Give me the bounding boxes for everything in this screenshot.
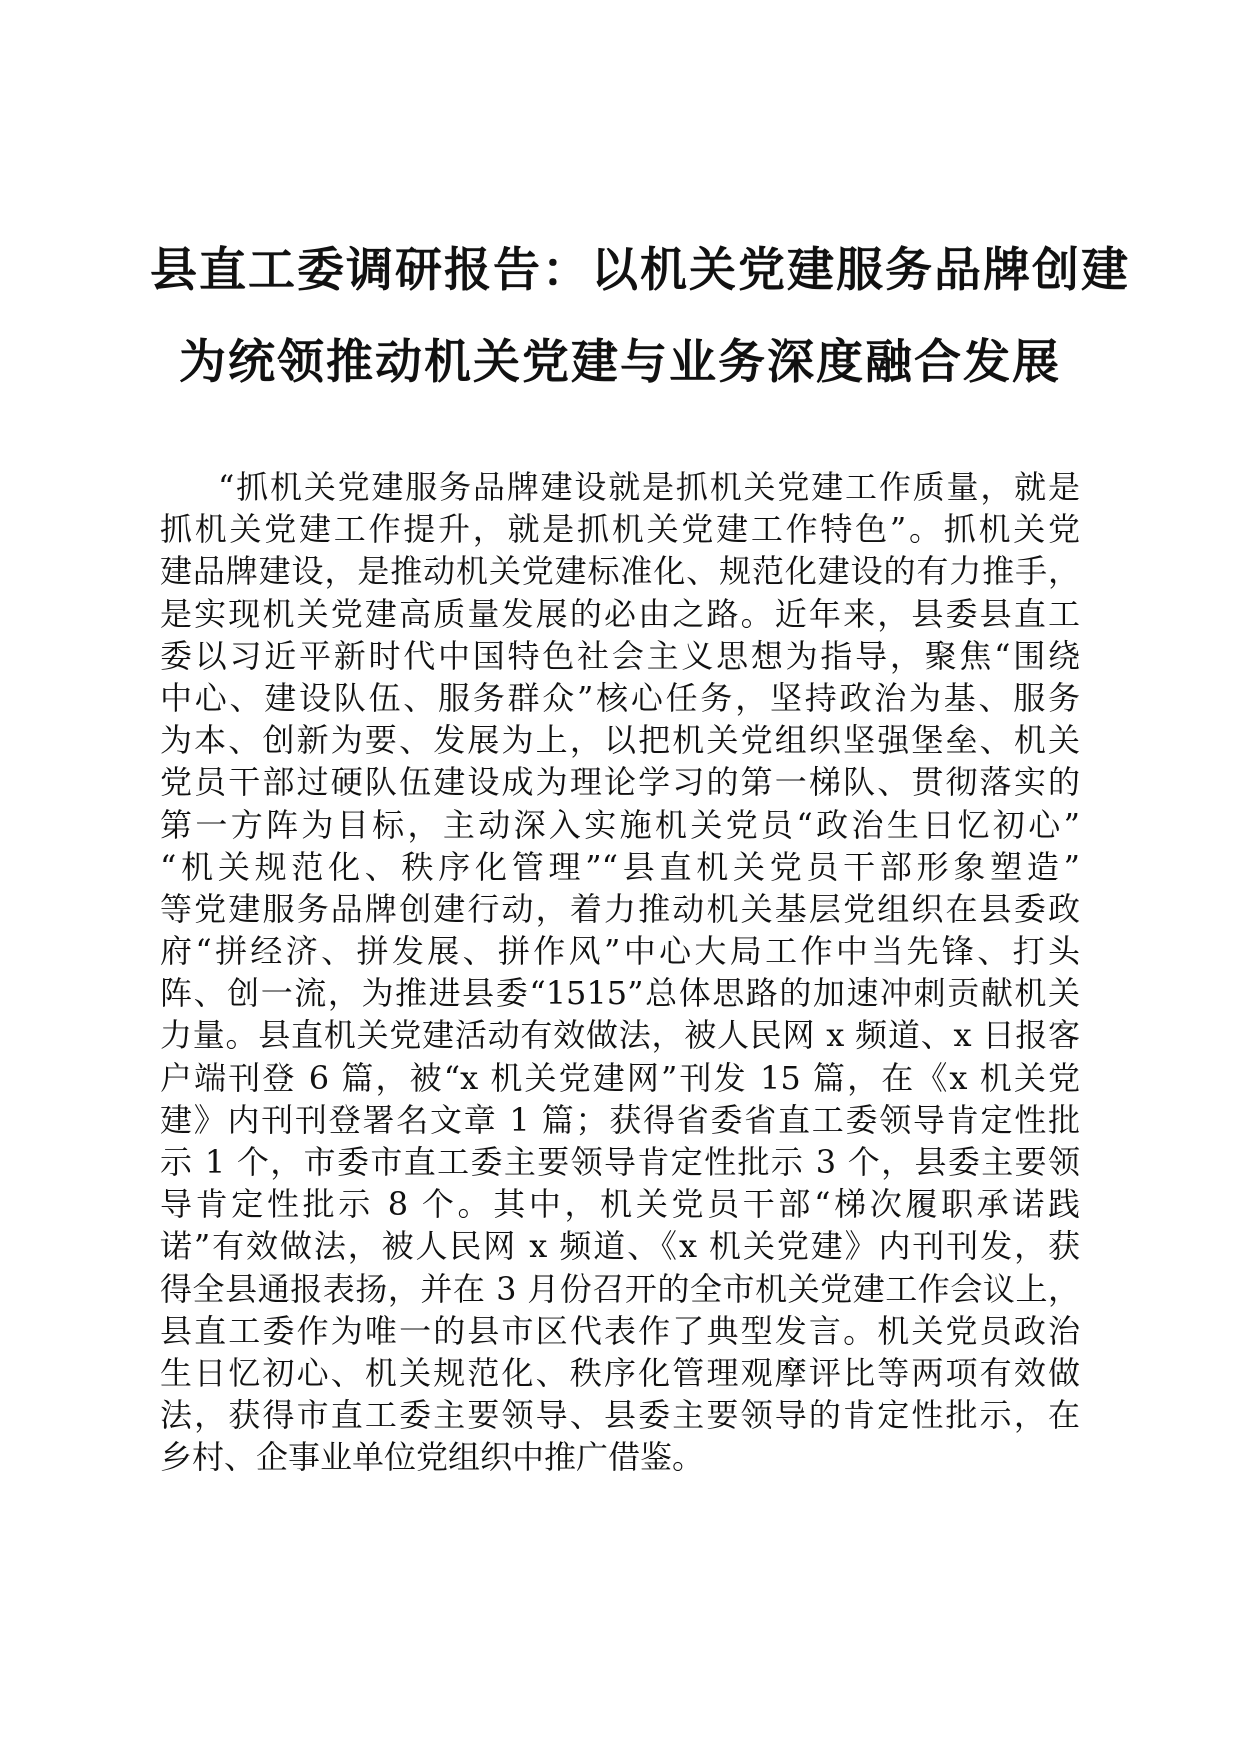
paragraph-line: 抓机关党建工作提升，就是抓机关党建工作特色”。抓机关党 bbox=[160, 510, 1080, 549]
paragraph-line: 阵、创一流，为推进县委“1515”总体思路的加速冲刺贡献机关 bbox=[160, 974, 1080, 1013]
paragraph-line: 中心、建设队伍、服务群众”核心任务，坚持政治为基、服务 bbox=[160, 678, 1080, 717]
title-line-2: 为统领推动机关党建与业务深度融合发展 bbox=[179, 335, 1061, 390]
paragraph-line: 是实现机关党建高质量发展的必由之路。近年来，县委县直工 bbox=[160, 594, 1080, 633]
paragraph-line: 党员干部过硬队伍建设成为理论学习的第一梯队、贯彻落实的 bbox=[160, 763, 1080, 802]
title-line-1: 县直工委调研报告：以机关党建服务品牌创建 bbox=[150, 243, 1130, 298]
paragraph-line: 县直工委作为唯一的县市区代表作了典型发言。机关党员政治 bbox=[160, 1311, 1080, 1350]
paragraph-line: 户端刊登 6 篇，被“x 机关党建网”刊发 15 篇，在《x 机关党 bbox=[160, 1058, 1080, 1097]
paragraph-line: 生日忆初心、机关规范化、秩序化管理观摩评比等两项有效做 bbox=[160, 1353, 1080, 1392]
paragraph-line: 等党建服务品牌创建行动，着力推动机关基层党组织在县委政 bbox=[160, 889, 1080, 928]
paragraph-line: 力量。县直机关党建活动有效做法，被人民网 x 频道、x 日报客 bbox=[160, 1016, 1080, 1055]
body-paragraph bbox=[160, 466, 1080, 1479]
paragraph-line: 示 1 个，市委市直工委主要领导肯定性批示 3 个，县委主要领 bbox=[160, 1143, 1080, 1181]
paragraph-line: 得全县通报表扬，并在 3 月份召开的全市机关党建工作会议上， bbox=[160, 1269, 1080, 1308]
paragraph-line: 法，获得市直工委主要领导、县委主要领导的肯定性批示，在 bbox=[160, 1396, 1080, 1435]
document-title bbox=[150, 225, 1130, 409]
paragraph-line: 第一方阵为目标，主动深入实施机关党员“政治生日忆初心” bbox=[160, 805, 1080, 844]
paragraph-line: 建》内刊刊登署名文章 1 篇；获得省委省直工委领导肯定性批 bbox=[160, 1100, 1080, 1139]
paragraph-line: 导肯定性批示 8 个。其中，机关党员干部“梯次履职承诺践 bbox=[160, 1185, 1080, 1224]
paragraph-line: 委以习近平新时代中国特色社会主义思想为指导，聚焦“围绕 bbox=[160, 636, 1080, 675]
paragraph-line: 府“拼经济、拼发展、拼作风”中心大局工作中当先锋、打头 bbox=[160, 932, 1080, 971]
paragraph-line: “机关规范化、秩序化管理”“县直机关党员干部形象塑造” bbox=[160, 847, 1080, 886]
paragraph-line: “抓机关党建服务品牌建设就是抓机关党建工作质量，就是 bbox=[218, 468, 1080, 506]
paragraph-line: 乡村、企事业单位党组织中推广借鉴。 bbox=[160, 1438, 705, 1477]
paragraph-line: 为本、创新为要、发展为上，以把机关党组织坚强堡垒、机关 bbox=[160, 721, 1080, 760]
paragraph-line: 建品牌建设，是推动机关党建标准化、规范化建设的有力推手， bbox=[160, 552, 1080, 591]
paragraph-line: 诺”有效做法，被人民网 x 频道、《x 机关党建》内刊刊发，获 bbox=[160, 1227, 1080, 1266]
